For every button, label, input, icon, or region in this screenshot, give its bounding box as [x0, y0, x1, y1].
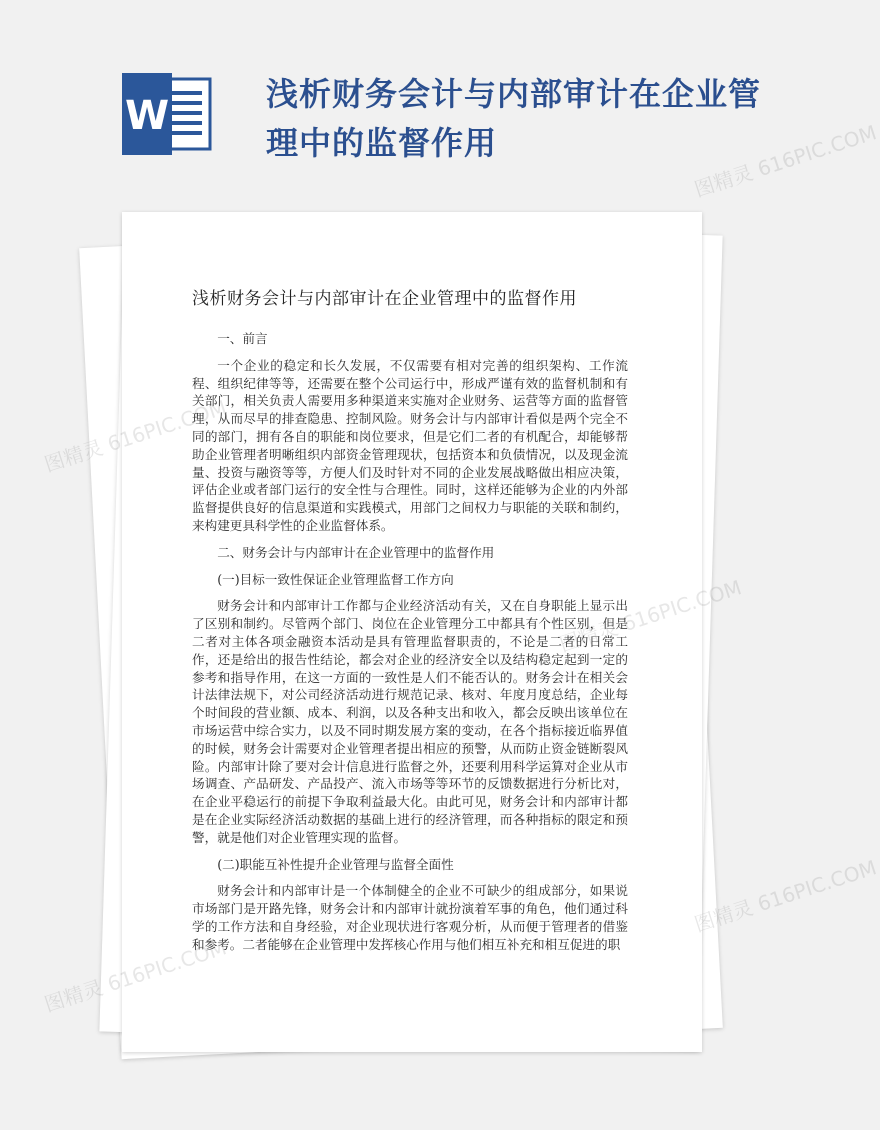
- watermark: 图精灵 616PIC.COM: [691, 120, 880, 202]
- watermark: 图精灵: [41, 435, 106, 477]
- section-heading: 一、前言: [217, 331, 268, 346]
- subsection-heading: (二)职能互补性提升企业管理与监督全面性: [217, 856, 454, 872]
- document-body: [192, 330, 628, 963]
- word-icon: [122, 73, 214, 155]
- paragraph: 财务会计和内部审计工作都与企业经济活动有关，又在自身职能上显示出了区别和制约。尽管两个部门、岗位在企业管理分工中都具有个性区别，但是二者对主体各项金融资本活动是具有管理监督职责的，不论是二者的日常工作，还是给出的报告性结论，都会对企业的经济安全以及结构稳定起到一定的参考和指导作用，在这一方面的一致性是人们不能否认的。财务会计在相关会计法律法规下，对公司经济活动进行规范记录、核对、年度月度总结，企业每个时间段的营业额、成本、利润，以及各种支出和收入，都会反映出该单位在市场运营中综合实力，以及不同时期发展方案的变动，在各个指标接近临界值的时候，财务会计需要对企业管理者提出相应的预警，从而防止资金链断裂风险。内部审计除了要对会计信息进行监督之外，还要利用科学运算对企业从市场调查、产品研发、产品投产、流入市场等等环节的反馈数据进行分析比对，在企业平稳运行的前提下争取利益最大化。由此可见，财务会计和内部审计都是在企业实际经济活动数据的基础上进行的经济管理，而各种指标的限定和预警，就是他们对企业管理实现的监督。: [192, 598, 628, 845]
- header: [0, 0, 800, 200]
- section-heading: 二、财务会计与内部审计在企业管理中的监督作用: [217, 544, 495, 560]
- subsection-heading: (一)目标一致性保证企业管理监督工作方向: [217, 571, 454, 587]
- document-title: 浅析财务会计与内部审计在企业管理中的监督作用: [192, 289, 577, 309]
- paragraph: 一个企业的稳定和长久发展，不仅需要有相对完善的组织架构、工作流程、组织纪律等等，还需要在整个公司运行中，形成严谨有效的监督机制和有关部门，相关负责人需要用多种渠道来实施对企业财务、运营等方面的监督管理，从而尽早的排查隐患、控制风险。财务会计与内部审计看似是两个完全不同的部门，拥有各自的职能和岗位要求，但是它们二者的有机配合，却能够帮助企业管理者明晰组织内部资金管理现状，包括资本和负债情况，以及现金流量、投资与融资等等，方便人们及时针对不同的企业发展战略做出相应决策，评估企业或者部门运行的安全性与合理性。同时，这样还能够为企业的内外部监督提供良好的信息渠道和实践模式，用部门之间权力与职能的关联和制约，来构建更具科学性的企业监督体系。: [192, 357, 628, 533]
- header-title: 浅析财务会计与内部审计在企业管理中的监督作用: [266, 75, 762, 162]
- word-icon-letter: W: [124, 93, 170, 139]
- watermark: 图精灵: [41, 975, 106, 1017]
- document-page: [122, 212, 702, 1052]
- watermark: 图精灵 616PIC.COM: [691, 855, 880, 937]
- paragraph: 财务会计和内部审计是一个体制健全的企业不可缺少的组成部分，如果说市场部门是开路先锋，财务会计和内部审计就扮演着军事的角色，他们通过科学的工作方法和自身经验，对企业现状进行客观分析，从而便于管理者的借鉴和参考。二者能够在企业管理中发挥核心作用与他们相互补充和相互促进的职: [192, 883, 628, 952]
